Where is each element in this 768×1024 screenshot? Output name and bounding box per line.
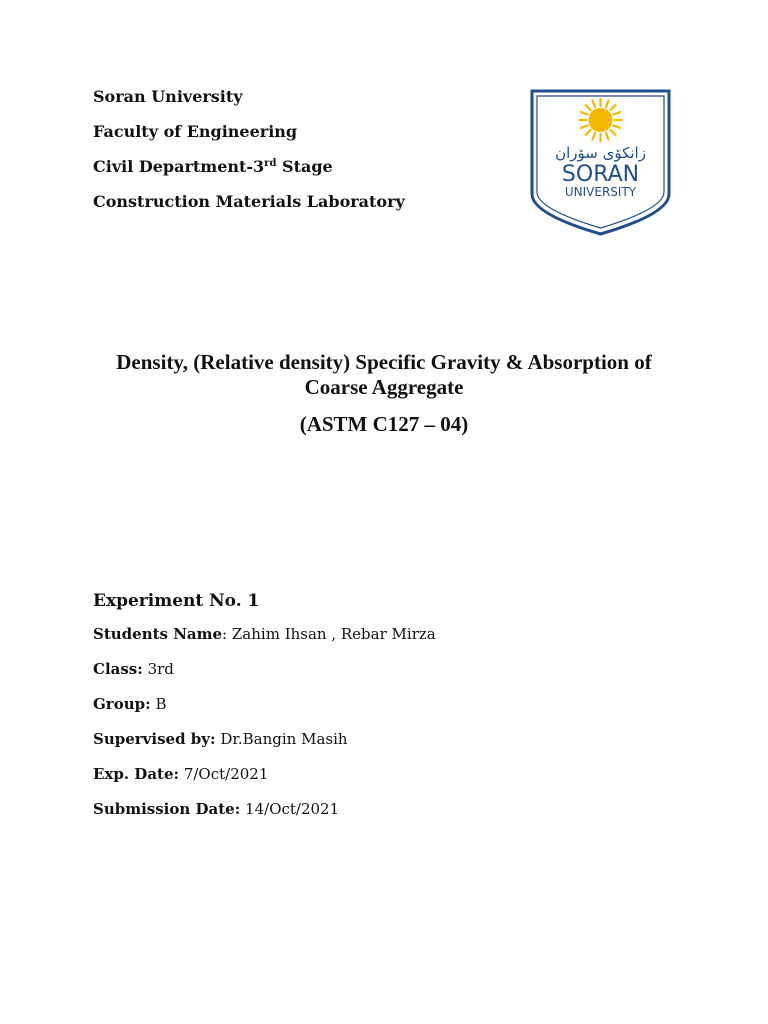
logo-soran-text: SORAN xyxy=(561,162,640,187)
field-submission-date xyxy=(93,799,436,819)
header-block xyxy=(93,86,405,226)
field-label: Class: xyxy=(93,660,143,678)
field-value: 3rd xyxy=(147,660,174,678)
field-label: Submission Date: xyxy=(93,800,241,818)
field-group xyxy=(93,694,436,714)
field-value: 7/Oct/2021 xyxy=(183,765,269,783)
faculty-name: Faculty of Engineering xyxy=(93,122,298,141)
field-value: Dr.Bangin Masih xyxy=(220,730,348,748)
logo-university-text: UNIVERSITY xyxy=(564,185,637,199)
field-value: B xyxy=(155,695,167,713)
field-exp-date xyxy=(93,764,436,784)
lab-name: Construction Materials Laboratory xyxy=(93,192,405,211)
department-sup: rd xyxy=(264,158,277,169)
department-line xyxy=(93,156,405,178)
field-value: Zahim Ihsan , Rebar Mirza xyxy=(231,625,436,643)
title-block xyxy=(0,350,768,437)
field-students-name xyxy=(93,624,436,644)
experiment-heading: Experiment No. 1 xyxy=(93,591,260,611)
field-label: Exp. Date: xyxy=(93,765,180,783)
field-label: Students Name xyxy=(93,625,223,643)
experiment-info xyxy=(93,590,436,834)
logo-arabic-text: زانكۆی سۆران xyxy=(555,144,646,162)
sun-icon xyxy=(580,99,622,141)
field-class xyxy=(93,659,436,679)
university-name: Soran University xyxy=(93,87,243,106)
document-title: Density, (Relative density) Specific Gravity & Absorption of Coarse Aggregate xyxy=(116,350,652,399)
astm-standard: (ASTM C127 – 04) xyxy=(299,412,469,436)
field-label: Group: xyxy=(93,695,151,713)
field-separator: : xyxy=(222,625,232,643)
department-suffix: Stage xyxy=(276,157,333,176)
field-supervised-by xyxy=(93,729,436,749)
field-label: Supervised by: xyxy=(93,730,216,748)
field-value: 14/Oct/2021 xyxy=(245,800,340,818)
soran-university-logo xyxy=(530,89,671,236)
department-prefix: Civil Department-3 xyxy=(93,157,265,176)
